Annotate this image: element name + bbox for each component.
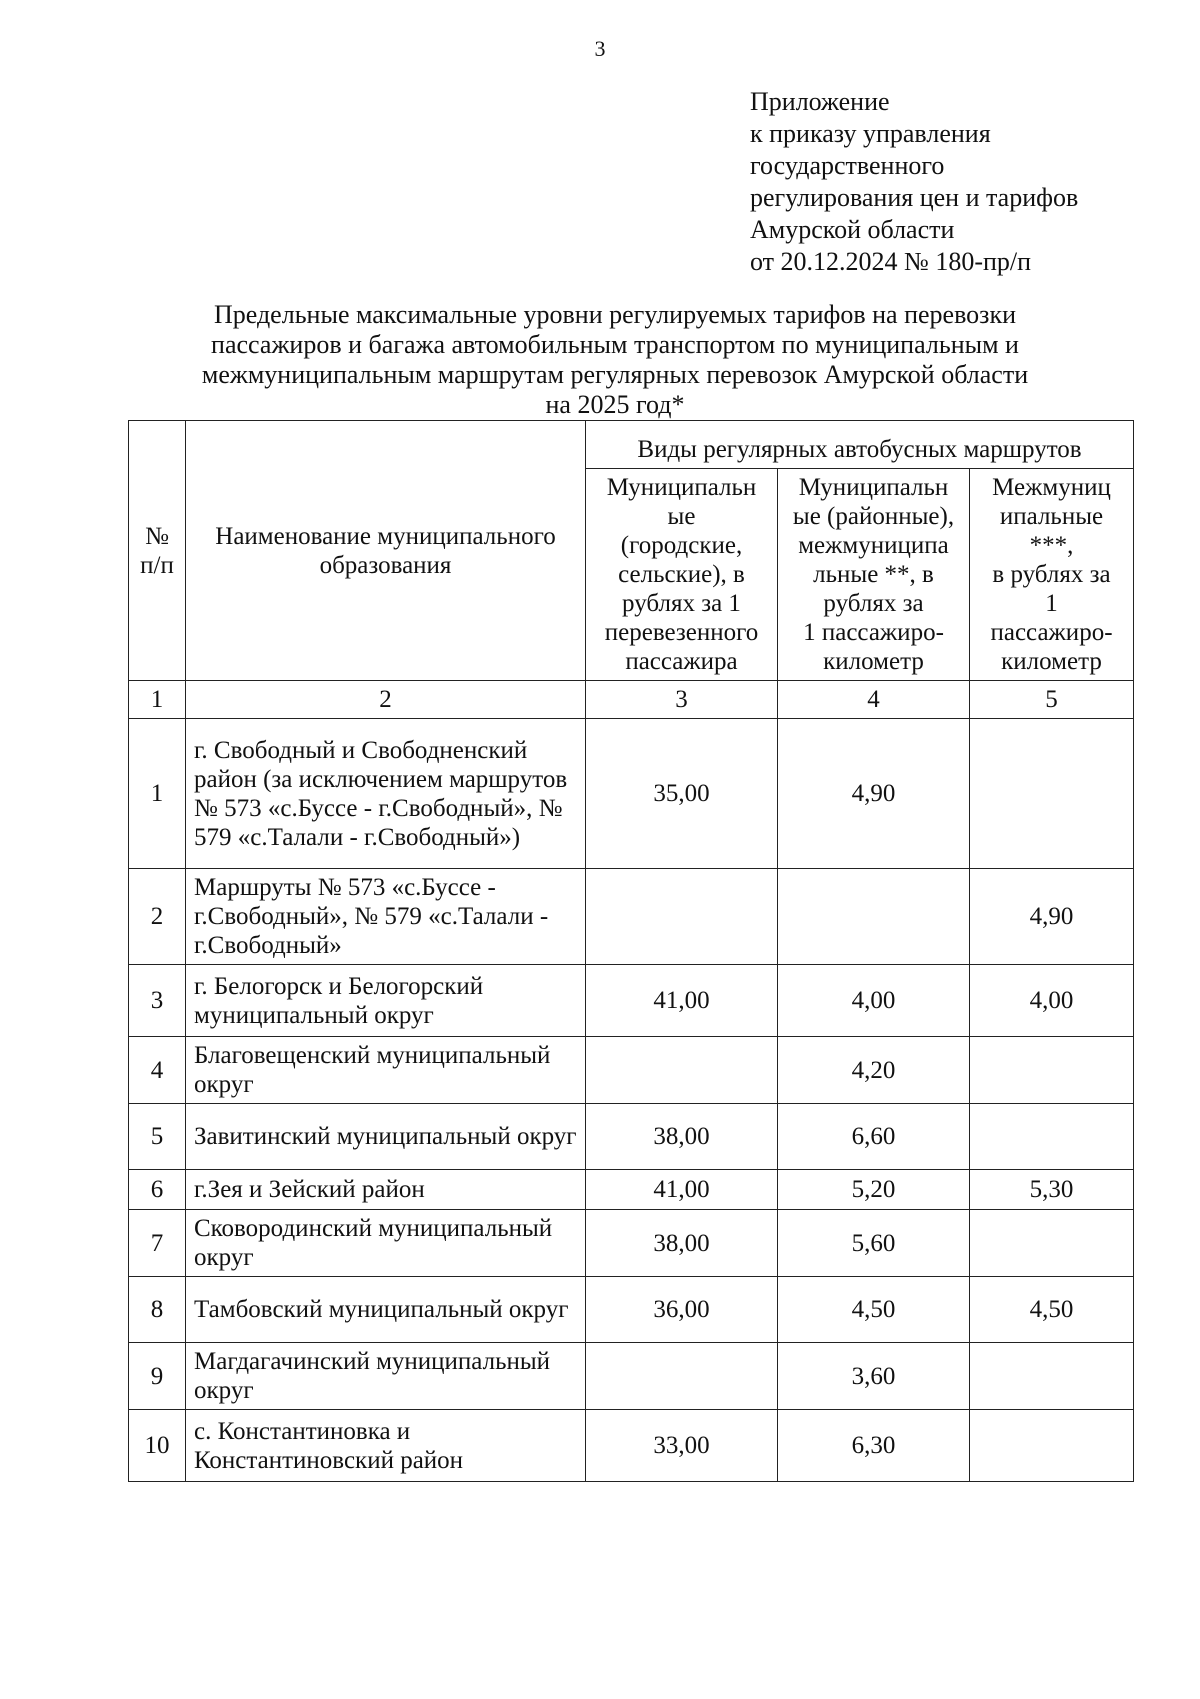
- municipality-name: г. Белогорск и Белогорский муниципальный округ: [186, 965, 586, 1037]
- row-number: 8: [129, 1277, 186, 1343]
- header-num: № п/п: [129, 421, 186, 681]
- table-row: [129, 719, 1134, 869]
- appendix-line: Амурской области: [750, 215, 955, 244]
- title-line: межмуниципальным маршрутам регулярных перевозок Амурской области: [201, 360, 1029, 389]
- header-municipal-urban: Муниципальн ые (городские, сельские), в рублях за 1 перевезенного пассажира: [586, 469, 778, 681]
- column-index: 4: [778, 681, 970, 719]
- title-line: на 2025 год*: [545, 390, 685, 419]
- page-number: 3: [594, 36, 606, 61]
- row-number: 7: [129, 1210, 186, 1277]
- table-row: [129, 1410, 1134, 1482]
- table-row: [129, 1170, 1134, 1210]
- tariff-municipal-district: 6,30: [778, 1410, 970, 1482]
- municipality-name: Маршруты № 573 «с.Буссе - г.Свободный», № 579 «с.Талали - г.Свободный»: [186, 869, 586, 965]
- tariff-municipal-urban: [586, 869, 778, 965]
- column-index: 2: [186, 681, 586, 719]
- tariff-intermunicipal: 4,00: [970, 965, 1134, 1037]
- row-number: 9: [129, 1343, 186, 1410]
- tariff-municipal-urban: [586, 1037, 778, 1104]
- column-index: 3: [586, 681, 778, 719]
- row-number: 6: [129, 1170, 186, 1210]
- table-row: [129, 1277, 1134, 1343]
- tariff-municipal-district: [778, 869, 970, 965]
- appendix-block: [750, 86, 1078, 278]
- row-number: 10: [129, 1410, 186, 1482]
- tariff-municipal-urban: 36,00: [586, 1277, 778, 1343]
- table-body: [129, 719, 1134, 1482]
- row-number: 3: [129, 965, 186, 1037]
- tariffs-table: [128, 420, 1134, 1482]
- table-row: [129, 1210, 1134, 1277]
- tariff-municipal-urban: 38,00: [586, 1210, 778, 1277]
- column-index: 1: [129, 681, 186, 719]
- table-row: [129, 1037, 1134, 1104]
- row-number: 5: [129, 1104, 186, 1170]
- tariff-municipal-urban: 41,00: [586, 1170, 778, 1210]
- tariff-intermunicipal: 5,30: [970, 1170, 1134, 1210]
- tariff-municipal-district: 3,60: [778, 1343, 970, 1410]
- tariff-intermunicipal: 4,90: [970, 869, 1134, 965]
- table-header: [129, 421, 1134, 719]
- appendix-line: регулирования цен и тарифов: [750, 183, 1079, 212]
- municipality-name: г. Свободный и Свободненский район (за исключением маршрутов № 573 «с.Буссе - г.Свободный», № 579 «с.Талали - г.Свободный»): [186, 719, 586, 869]
- appendix-line: к приказу управления: [750, 119, 991, 148]
- table-row: [129, 869, 1134, 965]
- row-number: 2: [129, 869, 186, 965]
- tariff-intermunicipal: [970, 719, 1134, 869]
- tariff-municipal-urban: [586, 1343, 778, 1410]
- tariff-municipal-district: 5,20: [778, 1170, 970, 1210]
- table-row: [129, 1343, 1134, 1410]
- tariff-municipal-district: 4,50: [778, 1277, 970, 1343]
- tariff-municipal-district: 4,90: [778, 719, 970, 869]
- column-index: 5: [970, 681, 1134, 719]
- tariff-municipal-district: 4,00: [778, 965, 970, 1037]
- header-intermunicipal: Межмуниц ипальные ***, в рублях за 1 пассажиро- километр: [970, 469, 1134, 681]
- tariff-municipal-district: 4,20: [778, 1037, 970, 1104]
- appendix-line: государственного: [750, 151, 945, 180]
- table-row: [129, 1104, 1134, 1170]
- municipality-name: Благовещенский муниципальный округ: [186, 1037, 586, 1104]
- tariff-municipal-district: 6,60: [778, 1104, 970, 1170]
- appendix-line: от 20.12.2024 № 180-пр/п: [750, 247, 1032, 276]
- title-line: Предельные максимальные уровни регулируемых тарифов на перевозки: [213, 300, 1016, 329]
- header-name: Наименование муниципального образования: [186, 421, 586, 681]
- appendix-line: Приложение: [750, 87, 890, 116]
- municipality-name: Завитинский муниципальный округ: [186, 1104, 586, 1170]
- table-row: [129, 965, 1134, 1037]
- tariff-intermunicipal: [970, 1343, 1134, 1410]
- row-number: 4: [129, 1037, 186, 1104]
- municipality-name: Магдагачинский муниципальный округ: [186, 1343, 586, 1410]
- municipality-name: Тамбовский муниципальный округ: [186, 1277, 586, 1343]
- municipality-name: с. Константиновка и Константиновский район: [186, 1410, 586, 1482]
- tariff-municipal-urban: 38,00: [586, 1104, 778, 1170]
- header-municipal-district: Муниципальн ые (районные), межмуниципа льные **, в рублях за 1 пассажиро- километр: [778, 469, 970, 681]
- municipality-name: г.Зея и Зейский район: [186, 1170, 586, 1210]
- tariff-municipal-urban: 35,00: [586, 719, 778, 869]
- municipality-name: Сковородинский муниципальный округ: [186, 1210, 586, 1277]
- tariff-municipal-district: 5,60: [778, 1210, 970, 1277]
- tariff-intermunicipal: 4,50: [970, 1277, 1134, 1343]
- document-title: [120, 300, 1110, 420]
- header-route-types: Виды регулярных автобусных маршрутов: [586, 421, 1134, 469]
- tariff-municipal-urban: 33,00: [586, 1410, 778, 1482]
- row-number: 1: [129, 719, 186, 869]
- tariff-intermunicipal: [970, 1037, 1134, 1104]
- column-index-row: [129, 681, 1134, 719]
- tariff-intermunicipal: [970, 1210, 1134, 1277]
- title-line: пассажиров и багажа автомобильным транспортом по муниципальным и: [211, 330, 1019, 359]
- tariff-municipal-urban: 41,00: [586, 965, 778, 1037]
- tariff-intermunicipal: [970, 1104, 1134, 1170]
- tariff-intermunicipal: [970, 1410, 1134, 1482]
